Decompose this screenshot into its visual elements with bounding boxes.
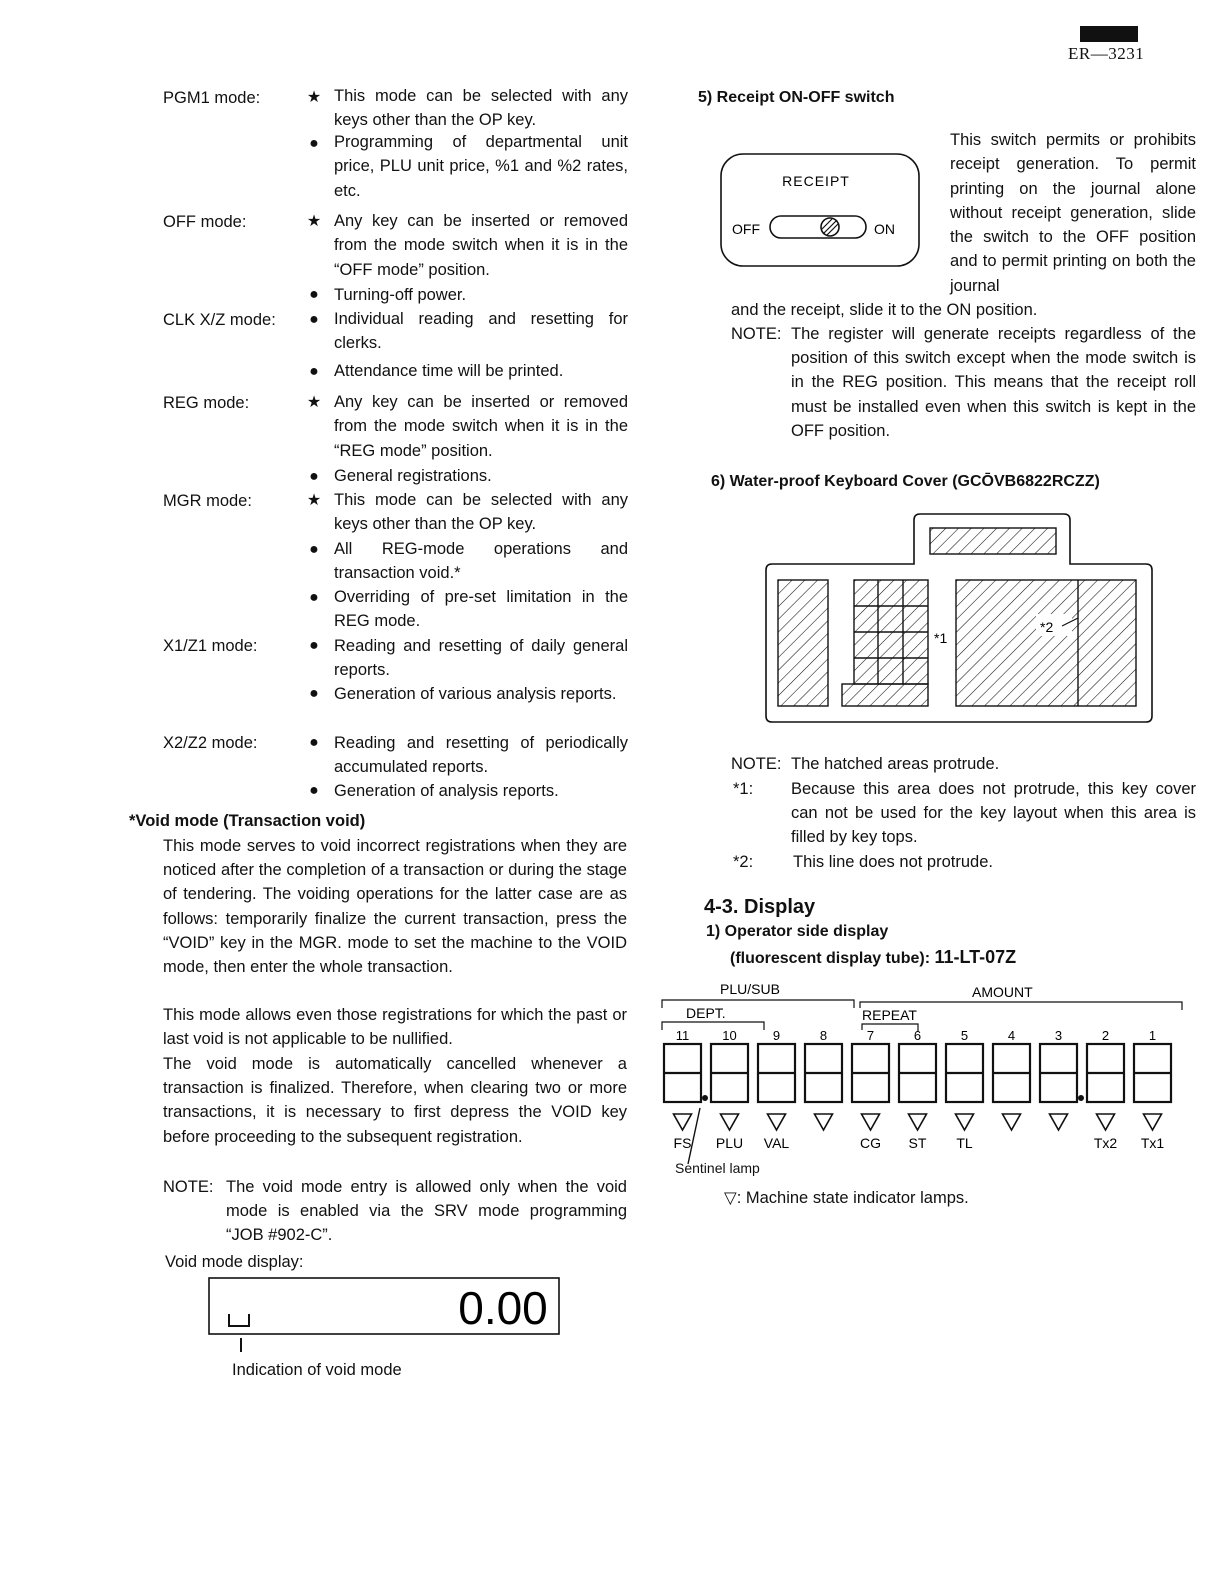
indicator-lamp-icon: [815, 1114, 833, 1130]
star2-marker: *2: [1040, 619, 1054, 635]
mode-item-text: This mode can be selected with any keys other than the OP key.: [334, 491, 628, 534]
indicator-lamp-icon: [1144, 1114, 1162, 1130]
void-mode-display-diagram: [205, 1276, 565, 1356]
lamp-legend-icon: ▽: [724, 1189, 737, 1207]
void-mode-para1: This mode serves to void incorrect registrations when they are noticed after the completion of a transaction or during the stage of tendering. The voiding operations for the latter case are as follows: temporarily finalize the current transaction, press the “VOID” key in the MGR. mode to set the machine to the VOID mode, then enter the whole transaction.: [163, 837, 627, 977]
operator-display-heading: 1) Operator side display: [706, 923, 889, 940]
dept-label: DEPT.: [686, 1005, 726, 1021]
star1-marker: *1: [934, 630, 948, 646]
digit-number-label: 9: [772, 1028, 781, 1043]
dot-bullet: ●: [309, 734, 319, 751]
mode-item-text: Any key can be inserted or removed from the mode switch when it is in the “OFF mode” position.: [334, 212, 628, 279]
display-tube-heading: (fluorescent display tube): 11-LT-07Z: [730, 947, 1017, 967]
void-mode-para2: This mode allows even those registrations for which the past or last void is not applicable to be nullified.: [163, 1006, 627, 1049]
lamp-label: ST: [908, 1135, 927, 1151]
mode-item-text: Turning-off power.: [334, 286, 467, 304]
digit-number-label: 7: [866, 1028, 875, 1043]
star-bullet: ★: [306, 492, 322, 509]
off-label: OFF: [732, 221, 760, 237]
header-black-bar: [1080, 26, 1138, 42]
indicator-lamp-icon: [956, 1114, 974, 1130]
mode-item-text: Attendance time will be printed.: [334, 362, 564, 380]
sentinel-lamp-label: Sentinel lamp: [675, 1160, 760, 1176]
keyboard-cover-diagram: [760, 510, 1160, 728]
dot-bullet: ●: [309, 685, 319, 702]
digit-number-label: 8: [819, 1028, 828, 1043]
dot-bullet: ●: [309, 782, 319, 799]
digit-number-label: 6: [913, 1028, 922, 1043]
lamp-label: PLU: [715, 1135, 744, 1151]
digit-number-label: 5: [960, 1028, 969, 1043]
repeat-label: REPEAT: [862, 1007, 917, 1023]
star-bullet: ★: [306, 89, 322, 106]
cover-note-label: NOTE:: [731, 755, 782, 773]
dot-bullet: ●: [309, 135, 319, 152]
indicator-lamp-icon: [1050, 1114, 1068, 1130]
mode-item-text: Individual reading and resetting for clerks.: [334, 310, 628, 353]
indicator-lamp-icon: [1097, 1114, 1115, 1130]
dot-bullet: ●: [309, 637, 319, 654]
display-legend: ▽: Machine state indicator lamps.: [724, 1189, 969, 1207]
hatched-top-area: [930, 528, 1056, 554]
void-display-label: Void mode display:: [165, 1253, 304, 1271]
mode-item-text: This mode can be selected with any keys other than the OP key.: [334, 87, 628, 130]
on-label: ON: [874, 221, 895, 237]
mode-label-x1z1: X1/Z1 mode:: [163, 637, 258, 655]
void-indicator-segment: [229, 1314, 249, 1326]
lamp-label: Tx2: [1093, 1135, 1118, 1151]
mode-label-reg: REG mode:: [163, 394, 250, 412]
dot-bullet: ●: [309, 311, 319, 328]
mode-label-clk: CLK X/Z mode:: [163, 311, 276, 329]
amount-label: AMOUNT: [972, 984, 1033, 1000]
switch-slot: [770, 216, 866, 238]
operator-display-diagram: [656, 978, 1186, 1178]
void-mode-heading: *Void mode (Transaction void): [129, 812, 366, 830]
receipt-label: RECEIPT: [782, 173, 850, 189]
void-note-text: The void mode entry is allowed only when the void mode is enabled via the SRV mode programming “JOB #902-C”.: [226, 1178, 627, 1245]
mode-label-pgm1: PGM1 mode:: [163, 89, 261, 107]
cover-note1-label: *1:: [733, 780, 754, 798]
receipt-switch-text-cont: and the receipt, slide it to the ON position.: [731, 301, 1038, 319]
plu-sub-label: PLU/SUB: [720, 981, 780, 997]
lamp-label: FS: [673, 1135, 692, 1151]
cover-note2-text: This line does not protrude.: [793, 853, 993, 871]
cover-note2-label: *2:: [733, 853, 754, 871]
dot-bullet: ●: [309, 589, 319, 606]
indicator-lamp-icon: [674, 1114, 692, 1130]
void-indication-caption: Indication of void mode: [232, 1361, 402, 1379]
mode-item-text: Programming of departmental unit price, PLU unit price, %1 and %2 rates, etc.: [334, 133, 628, 200]
dot-bullet: ●: [309, 286, 319, 303]
receipt-switch-heading: 5) Receipt ON-OFF switch: [698, 89, 895, 106]
dot-bullet: ●: [309, 541, 319, 558]
decimal-point: [702, 1095, 708, 1101]
star-bullet: ★: [306, 213, 322, 230]
void-note-label: NOTE:: [163, 1178, 214, 1196]
digit-number-label: 1: [1148, 1028, 1157, 1043]
mode-label-x2z2: X2/Z2 mode:: [163, 734, 258, 752]
mode-item-text: Reading and resetting of daily general reports.: [334, 637, 628, 680]
receipt-note-label: NOTE:: [731, 325, 782, 343]
display-value: 0.00: [458, 1282, 548, 1334]
keyboard-cover-heading: 6) Water-proof Keyboard Cover (GCŌVB6822RCZZ): [711, 473, 1100, 490]
mode-item-text: Generation of analysis reports.: [334, 782, 559, 800]
dot-bullet: ●: [309, 363, 319, 380]
mode-item-text: Overriding of pre-set limitation in the REG mode.: [334, 588, 628, 631]
mode-item-text: All REG-mode operations and transaction void.*: [334, 540, 628, 583]
cover-note-text: The hatched areas protrude.: [791, 755, 1000, 773]
indicator-lamp-icon: [768, 1114, 786, 1130]
void-mode-para3: The void mode is automatically cancelled whenever a transaction is finalized. Therefore, when clearing two or more transactions, it is necessary to first depress the VOID key before proceeding to the subsequent registration.: [163, 1055, 627, 1146]
receipt-switch-text: This switch permits or prohibits receipt generation. To permit printing on the journal alone without receipt generation, slide the switch to the OFF position and to permit printing on both the journal: [950, 131, 1196, 295]
model-number: ER—3231: [1068, 44, 1145, 63]
indicator-lamp-icon: [909, 1114, 927, 1130]
hatched-left-area: [778, 580, 828, 706]
cover-note1-text: Because this area does not protrude, this key cover can not be used for the key layout when this area is filled by key tops.: [791, 780, 1196, 847]
receipt-note-text: The register will generate receipts regardless of the position of this switch except when the mode switch is in the REG position. This means that the receipt roll must be installed even when this switch is kept in the OFF position.: [791, 325, 1196, 440]
decimal-point: [1078, 1095, 1084, 1101]
digit-number-label: 2: [1101, 1028, 1110, 1043]
digit-number-label: 11: [675, 1028, 690, 1043]
mode-label-mgr: MGR mode:: [163, 492, 252, 510]
lamp-label: CG: [860, 1135, 881, 1151]
star-bullet: ★: [306, 394, 322, 411]
hatched-right-area: [956, 580, 1136, 706]
receipt-switch-diagram: [716, 150, 926, 272]
digit-number-label: 10: [722, 1028, 737, 1043]
indicator-lamp-icon: [1003, 1114, 1021, 1130]
mode-item-text: Generation of various analysis reports.: [334, 685, 617, 703]
mode-item-text: General registrations.: [334, 467, 492, 485]
indicator-lamp-icon: [862, 1114, 880, 1130]
digit-number-label: 3: [1054, 1028, 1063, 1043]
digit-number-label: 4: [1007, 1028, 1016, 1043]
indicator-lamp-icon: [721, 1114, 739, 1130]
lamp-label: Tx1: [1140, 1135, 1165, 1151]
dot-bullet: ●: [309, 468, 319, 485]
switch-panel: [721, 154, 919, 266]
key-grid-area: [842, 580, 928, 706]
mode-item-text: Reading and resetting of periodically accumulated reports.: [334, 734, 628, 777]
lamp-label: VAL: [763, 1135, 790, 1151]
mode-item-text: Any key can be inserted or removed from the mode switch when it is in the “REG mode” position.: [334, 393, 628, 460]
mode-label-off: OFF mode:: [163, 213, 247, 231]
lamp-label: TL: [956, 1135, 973, 1151]
display-section-heading: 4-3. Display: [704, 896, 816, 918]
